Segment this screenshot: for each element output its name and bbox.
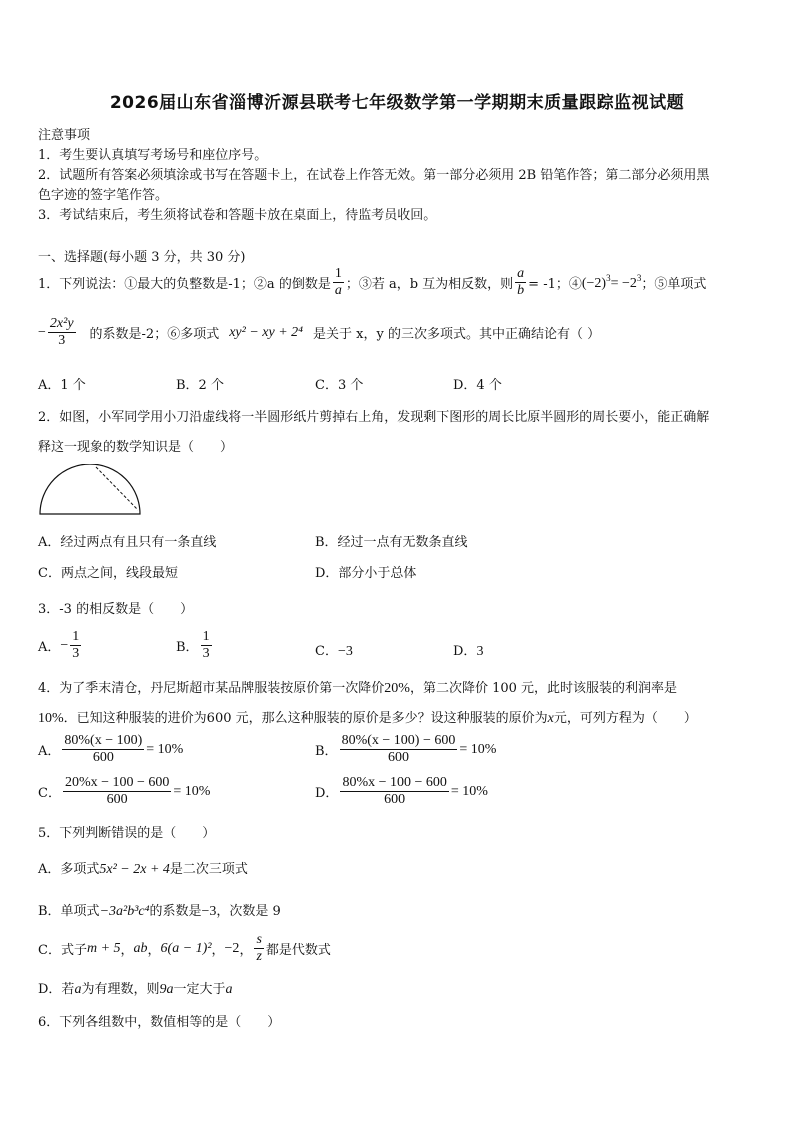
note-item: 1．考生要认真填写考场号和座位序号。	[38, 148, 268, 163]
q2-option-c[interactable]: C．两点之间，线段最短	[38, 566, 178, 581]
question-1-line-1	[38, 266, 706, 299]
q1-mid1: ；③若 a，b 互为相反数，则	[345, 277, 514, 293]
section-heading: 一、选择题(每小题 3 分，共 30 分)	[38, 250, 246, 265]
q3-option-a[interactable]: A． − $\frac{1}{3}$	[38, 629, 80, 662]
minus-sign: −	[38, 324, 46, 340]
q2-line-1: 2．如图，小军同学用小刀沿虚线将一半圆形纸片剪掉右上角，发现剩下图形的周长比原半圆形的周长要小，能正确解	[38, 410, 710, 425]
q4-line-2: 10%．已知这种服装的进价为600 元，那么这种服装的原价是多少？设这种服装的原价为x元，可列方程为（ ）	[38, 711, 697, 726]
q4-option-b[interactable]: B． $\frac{80\%(x - 100) - 600}{600}$ = 10%	[315, 733, 497, 766]
exam-title: 2026届山东省淄博沂源县联考七年级数学第一学期期末质量跟踪监视试题	[109, 93, 685, 113]
q1-option-d[interactable]: D．4 个	[453, 378, 502, 393]
q3-option-c[interactable]: C．−3	[315, 644, 353, 659]
note-item: 3．考试结束后，考生须将试卷和答题卡放在桌面上，待监考员收回。	[38, 208, 437, 223]
q3-option-b[interactable]: B． $\frac{1}{3}$	[176, 629, 210, 662]
q1-mid3: ；⑤单项式	[641, 277, 707, 293]
q3-stem: 3．-3 的相反数是（ ）	[38, 602, 194, 617]
monomial-fraction: $\frac{\text{2x²y}}{3}$	[49, 316, 74, 349]
q1-line2a: 的系数是-2；⑥多项式	[89, 327, 220, 343]
q2-option-a[interactable]: A．经过两点有且只有一条直线	[38, 535, 217, 550]
fraction-one-third: $\frac{1}{3}$	[72, 629, 80, 662]
q1-prefix: 1．下列说法：①最大的负整数是-1；②a 的倒数是	[38, 277, 331, 293]
notes-heading: 注意事项	[38, 128, 91, 143]
q4-option-d[interactable]: D． $\frac{80\%x - 100 - 600}{600}$ = 10%	[315, 775, 488, 808]
dashed-cut-line	[96, 467, 138, 510]
q1-line2b: 是关于 x，y 的三次多项式。其中正确结论有（ ）	[313, 327, 601, 343]
q4-option-a[interactable]: A． $\frac{80\%(x - 100)}{600}$ = 10%	[38, 733, 184, 766]
q5-stem: 5．下列判断错误的是（ ）	[38, 826, 216, 841]
q1-option-b[interactable]: B．2 个	[176, 378, 224, 393]
note-item: 2．试题所有答案必须填涂或书写在答题卡上，在试卷上作答无效。第一部分必须用 2B 铅笔作答；第二部分必须用黑	[38, 168, 710, 183]
question-1-line-2	[38, 316, 600, 349]
q4-line-1: 4．为了季末清仓，丹尼斯超市某品牌服装按原价第一次降价20%，第二次降价 100 元，此时该服装的利润率是	[38, 681, 678, 696]
q2-option-b[interactable]: B．经过一点有无数条直线	[315, 535, 468, 550]
semicircle-outline	[40, 464, 140, 514]
q2-line-2: 释这一现象的数学知识是（ ）	[38, 440, 234, 455]
q1-polynomial: xy² − xy + 2⁴	[229, 324, 304, 340]
q1-item4: $(-2)^3= -2^3$	[581, 273, 642, 292]
fraction-one-third: $\frac{1}{3}$	[202, 629, 210, 662]
fraction-1-over-a: $\frac{1}{a}$	[334, 266, 342, 299]
q3-option-d[interactable]: D．3	[453, 644, 484, 659]
q6-stem: 6．下列各组数中，数值相等的是（ ）	[38, 1015, 281, 1030]
q2-option-d[interactable]: D．部分小于总体	[315, 566, 417, 581]
semicircle-figure	[38, 464, 142, 516]
q5-option-d[interactable]: D．若a为有理数，则9a一定大于a	[38, 982, 233, 997]
q4-option-c[interactable]: C． $\frac{20\%x - 100 - 600}{600}$ = 10%	[38, 775, 211, 808]
q1-mid2: = -1；④	[528, 277, 582, 293]
q1-option-a[interactable]: A．1 个	[38, 378, 86, 393]
q5-option-a[interactable]: A．多项式5x² − 2x + 4是二次三项式	[38, 862, 248, 877]
note-item: 色字迹的签字笔作答。	[38, 188, 169, 203]
q1-option-c[interactable]: C．3 个	[315, 378, 364, 393]
q5-option-b[interactable]: B．单项式−3a²b³c⁴的系数是−3，次数是 9	[38, 904, 281, 919]
q5-option-c[interactable]: C．式子 m + 5 ， ab ， 6(a − 1)² ， −2 ， $\frac{s}{z}$ 都是代数式	[38, 932, 331, 965]
fraction-a-over-b: $\frac{a}{b}$	[517, 266, 525, 299]
